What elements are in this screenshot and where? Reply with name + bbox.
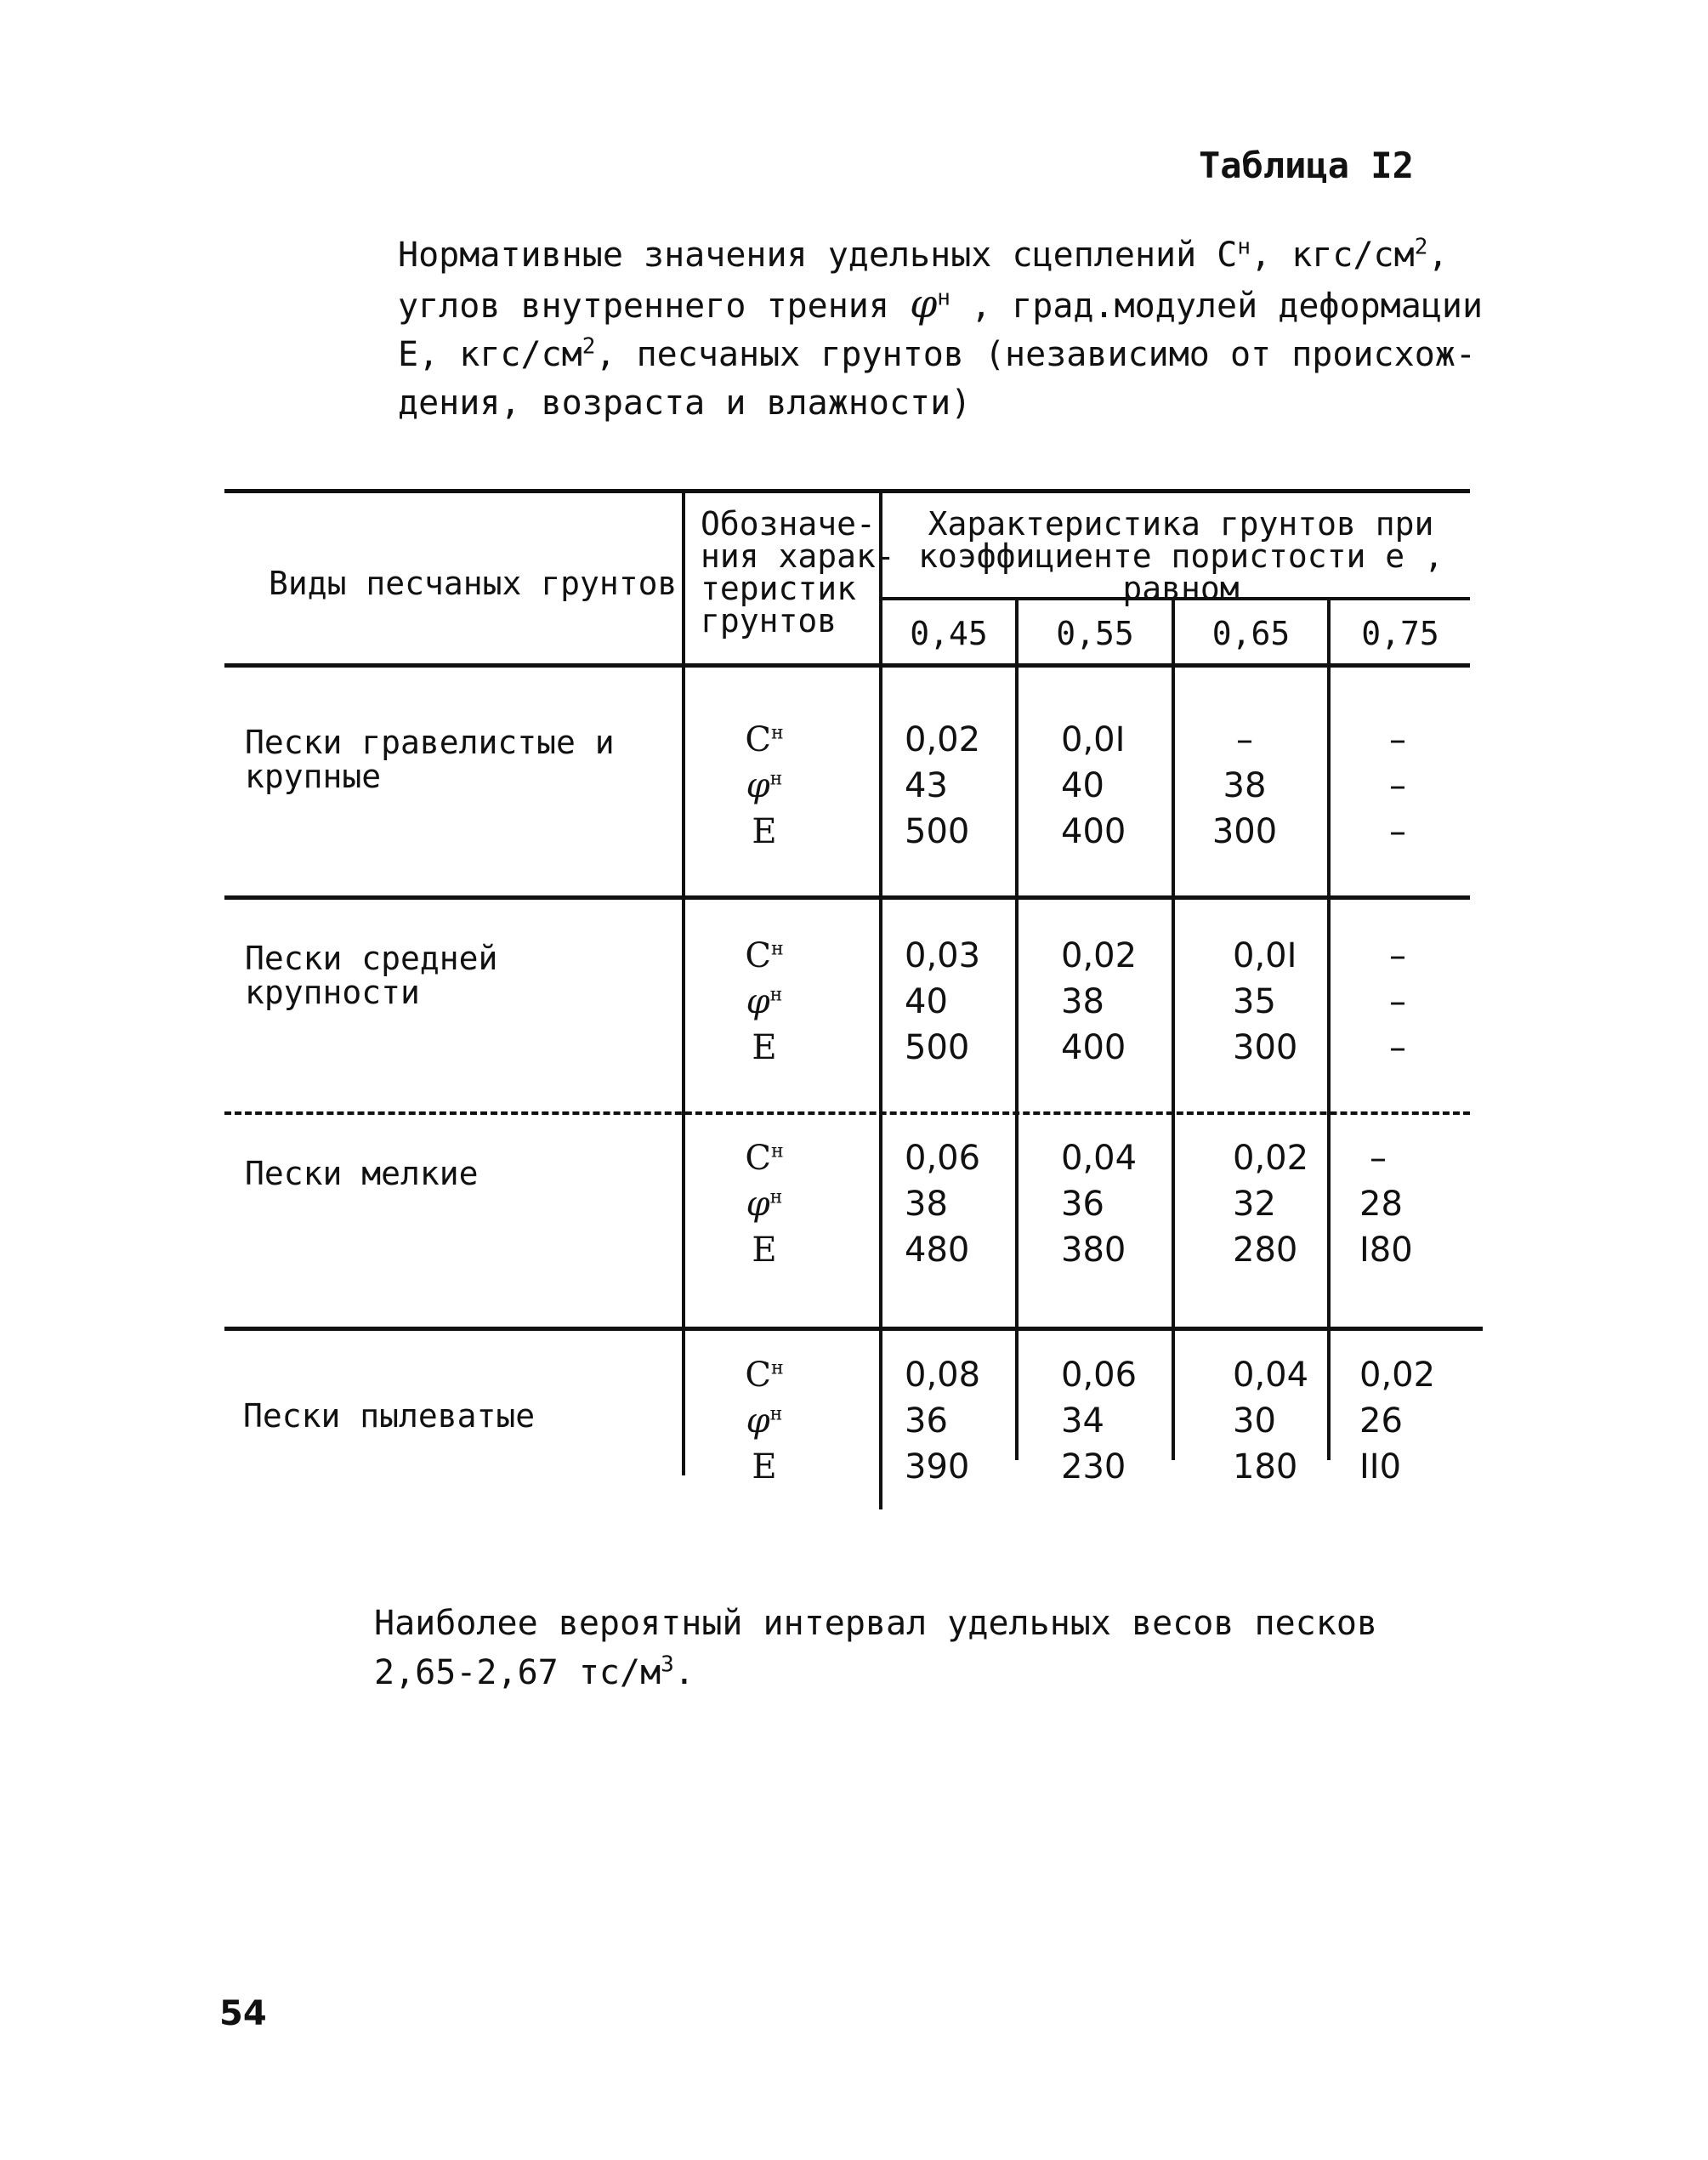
col-divider-5	[1327, 597, 1331, 1460]
row-1-col-065: – 38 300	[1211, 720, 1278, 851]
porosity-065: 0,65	[1211, 615, 1291, 652]
row-1-soil-name: Пески гравелистые и крупные	[245, 724, 615, 795]
row-4-col-065: 0,04 30 180	[1233, 1356, 1309, 1486]
phi-symbol: φ	[910, 281, 938, 327]
col-divider-3	[1015, 597, 1019, 1460]
row-3-col-065: 0,02 32 280	[1233, 1139, 1309, 1270]
table-top-rule	[224, 489, 1470, 493]
title-line-1: Нормативные значения удельных сцеплений $С^н$, кгс/$см^2$,	[398, 234, 1449, 275]
row-2-symbols: $С^н$ $\varphi^н$ Е	[745, 936, 784, 1067]
row-4-col-045: 0,08 36 390	[905, 1356, 981, 1486]
porosity-075: 0,75	[1361, 615, 1439, 652]
row-divider-2	[224, 1111, 1470, 1115]
porosity-045: 0,45	[910, 615, 988, 652]
table-caption: Таблица I2	[1199, 145, 1414, 186]
row-2-col-065: 0,0I 35 300	[1233, 936, 1298, 1067]
row-3-col-045: 0,06 38 480	[905, 1139, 981, 1270]
row-4-col-055: 0,06 34 230	[1061, 1356, 1138, 1486]
title-line-3: Е, кгс/$см^2$, песчаных грунтов (независимо от происхож-	[398, 333, 1476, 374]
row-4-soil-name: Пески пылеватые	[243, 1397, 536, 1435]
col-divider-4	[1172, 597, 1175, 1460]
row-1-col-045: 0,02 43 500	[905, 720, 981, 851]
title-line-4: дения, возраста и влажности)	[398, 384, 972, 423]
row-2-col-055: 0,02 38 400	[1061, 936, 1138, 1067]
row-divider-3	[224, 1327, 1483, 1331]
row-2-col-075: – – –	[1389, 936, 1406, 1067]
row-3-col-055: 0,04 36 380	[1061, 1139, 1138, 1270]
row-2-col-045: 0,03 40 500	[905, 936, 981, 1067]
header-bottom-rule	[224, 663, 1470, 668]
row-4-col-075: 0,02 26 II0	[1359, 1356, 1436, 1486]
row-3-soil-name: Пески мелкие	[245, 1155, 479, 1192]
row-4-symbols: $С^н$ $\varphi^н$ Е	[745, 1356, 784, 1486]
row-1-col-055: 0,0I 40 400	[1061, 720, 1126, 851]
row-3-col-075: – 28 I80	[1359, 1139, 1413, 1270]
row-3-symbols: $С^н$ $\varphi^н$ Е	[745, 1139, 784, 1270]
row-2-soil-name: Пески средней крупности	[245, 940, 498, 1011]
header-designation: Обозначе- ния харак- теристик грунтов	[701, 505, 895, 639]
page-number: 54	[219, 1994, 267, 2033]
row-1-symbols: $С^н$ $\varphi^н$ Е	[745, 720, 784, 851]
header-characteristic-group: Характеристика грунтов при коэффициенте пористости е , равном	[918, 505, 1444, 607]
col-divider-1	[682, 489, 685, 1475]
porosity-055: 0,55	[1056, 615, 1134, 652]
header-soil-type: Виды песчаных грунтов	[269, 565, 678, 602]
row-1-col-075: – – –	[1389, 720, 1406, 851]
row-divider-1	[224, 895, 1470, 900]
title-line-2: углов внутреннего трения $\varphi^н$ , град.модулей деформации	[398, 281, 1484, 327]
soil-table	[224, 489, 1483, 1505]
table-title	[398, 231, 1484, 428]
footnote: Наиболее вероятный интервал удельных весов песков 2,65-2,67 $тс/м^3$.	[374, 1604, 1378, 1692]
